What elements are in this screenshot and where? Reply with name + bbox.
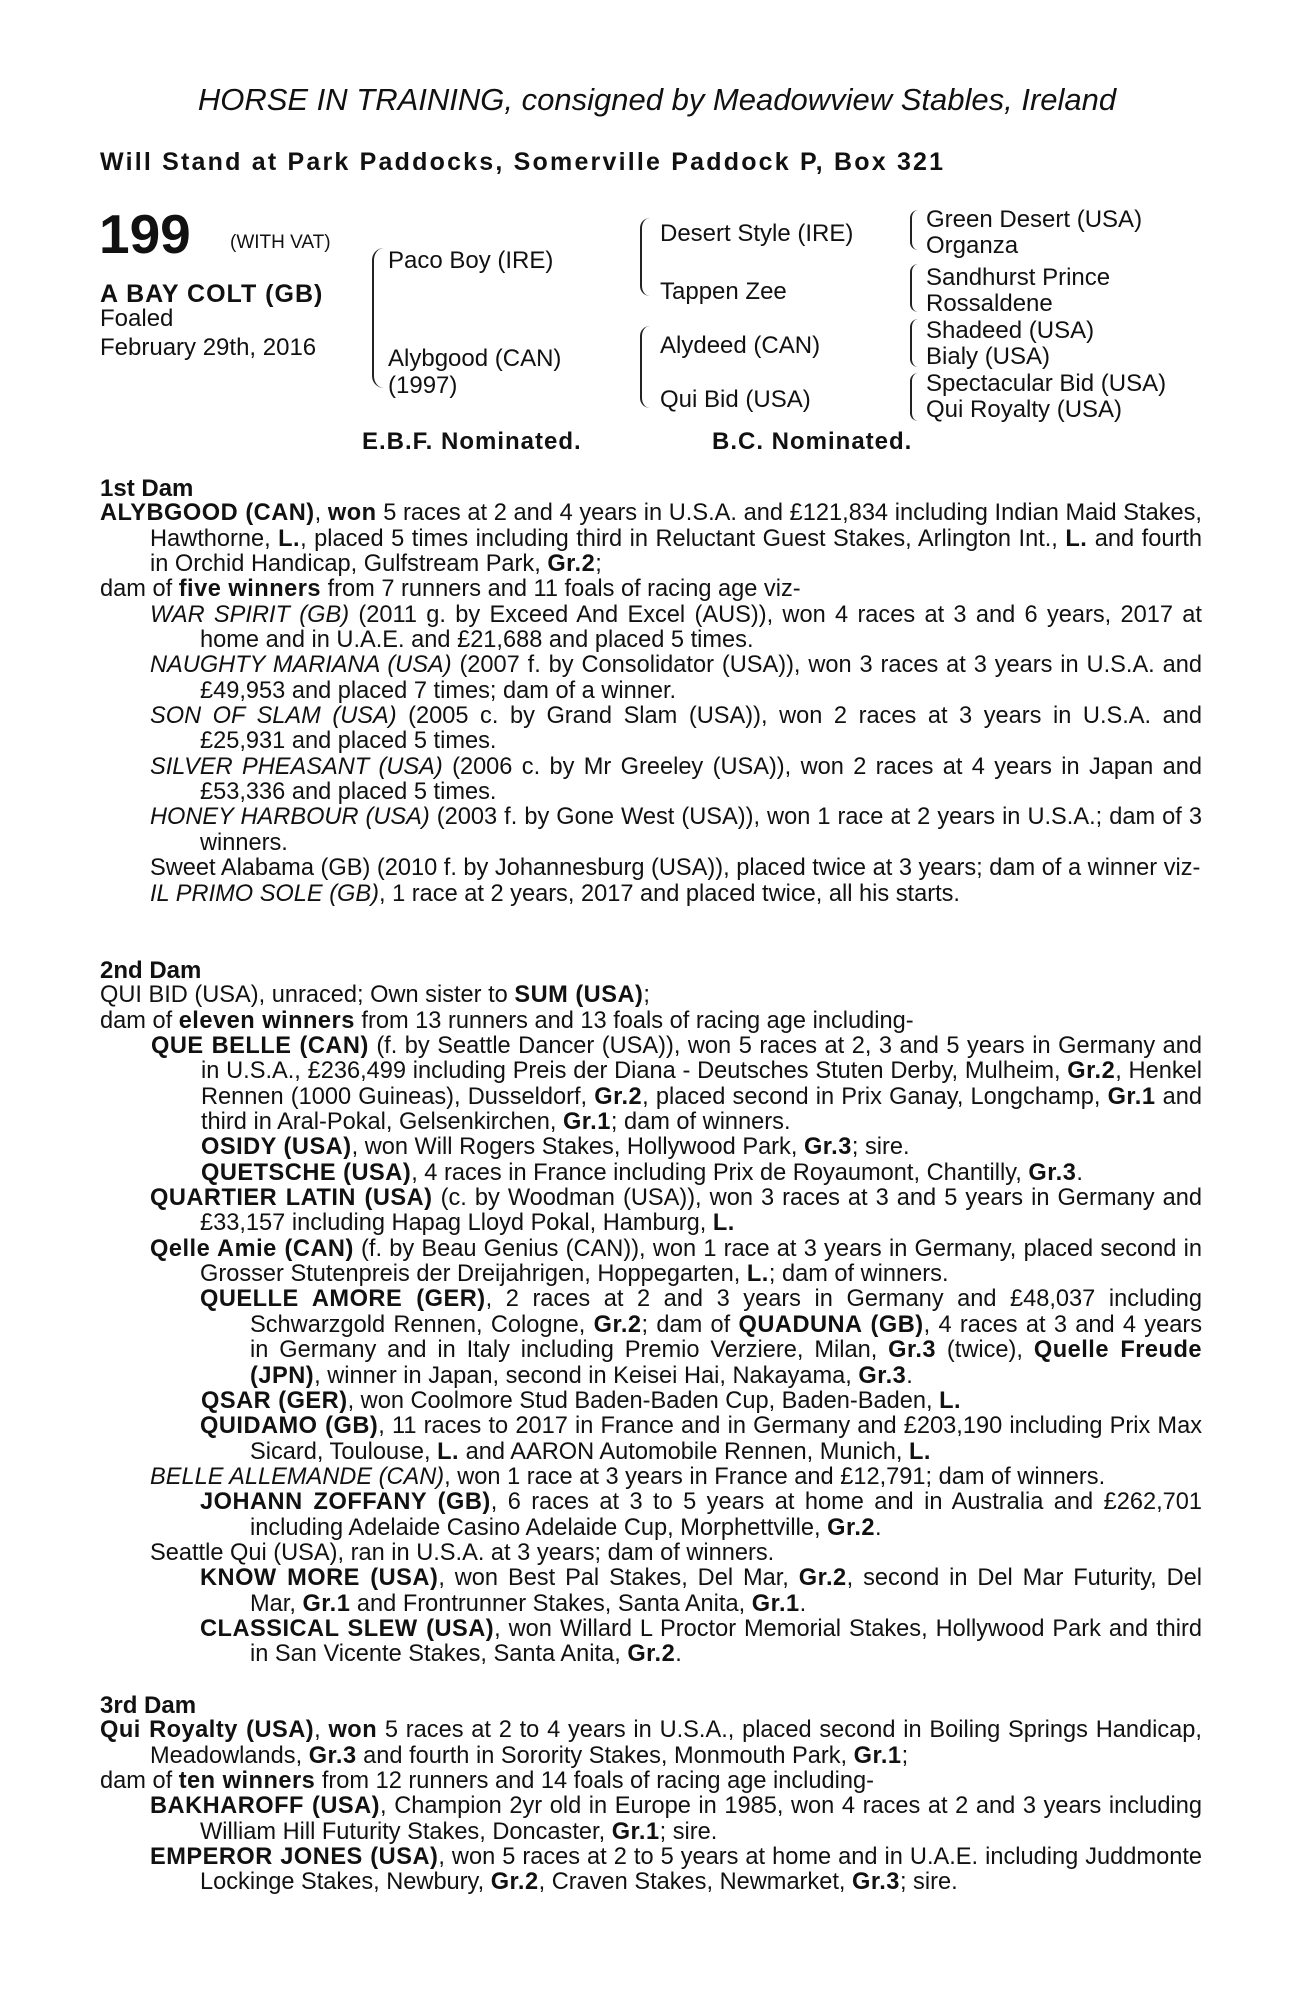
- third-dam-heading: 3rd Dam: [100, 1692, 197, 1719]
- g3-dss: Shadeed (USA): [926, 317, 1095, 344]
- produce-entry: IL PRIMO SOLE (GB), 1 race at 2 years, 2017 and placed twice, all his starts.: [150, 880, 960, 907]
- sire-name: Paco Boy (IRE): [388, 247, 554, 274]
- dam-dam: Qui Bid (USA): [660, 386, 811, 413]
- first-dam-record: ALYBGOOD (CAN), won 5 races at 2 and 4 years in U.S.A. and £121,834 including Indian Maid Stakes, Hawthorne, L., placed 5 times including third in Reluctant Guest Stakes, Arlington Int., L. and fourth in Orchid Handicap, Gulfstream Park, Gr.2;: [100, 500, 1202, 578]
- lot-number: 199: [99, 203, 191, 265]
- pedigree-brace-ss: [910, 210, 918, 250]
- g3-ssd: Organza: [926, 232, 1019, 259]
- pedigree-brace-sd: [910, 264, 918, 312]
- dam-name: Alybgood (CAN): [388, 345, 562, 372]
- ebf-nominated: E.B.F. Nominated.: [362, 428, 582, 455]
- produce-entry: QUIDAMO (GB), 11 races to 2017 in France and in Germany and £203,190 including Prix Max Sicard, Toulouse, L. and AARON Automobile Rennen, Munich, L.: [200, 1413, 1202, 1465]
- produce-entry: QUETSCHE (USA), 4 races in France including Prix de Royaumont, Chantilly, Gr.3.: [201, 1159, 1083, 1186]
- produce-entry: Qelle Amie (CAN) (f. by Beau Genius (CAN)), won 1 race at 3 years in Germany, placed second in Grosser Stutenpreis der Dreijahrigen, Hoppegarten, L.; dam of winners.: [150, 1235, 1202, 1288]
- produce-entry: BELLE ALLEMANDE (CAN), won 1 race at 3 years in France and £12,791; dam of winners.: [150, 1463, 1106, 1490]
- g3-dsd: Bialy (USA): [926, 343, 1051, 370]
- pedigree-brace-main: [372, 248, 384, 388]
- g3-ddd: Qui Royalty (USA): [926, 396, 1123, 423]
- pedigree-brace-sire: [640, 218, 650, 296]
- third-dam-record: Qui Royalty (USA), won 5 races at 2 to 4 years in U.S.A., placed second in Boiling Springs Handicap, Meadowlands, Gr.3 and fourth in Sorority Stakes, Monmouth Park, Gr.1;: [100, 1717, 1202, 1769]
- second-dam-heading: 2nd Dam: [100, 957, 202, 984]
- stand-location: Will Stand at Park Paddocks, Somerville Paddock P, Box 321: [100, 148, 946, 176]
- g3-sdd: Rossaldene: [926, 290, 1053, 317]
- produce-entry: WAR SPIRIT (GB) (2011 g. by Exceed And Excel (AUS)), won 4 races at 3 and 6 years, 2017 at home and in U.A.E. and £21,688 and placed 5 times.: [150, 601, 1202, 654]
- catalogue-header: HORSE IN TRAINING, consigned by Meadowview Stables, Ireland: [197, 82, 1117, 117]
- sire-dam: Tappen Zee: [660, 278, 787, 305]
- second-dam-produce-summary: dam of eleven winners from 13 runners and 13 foals of racing age including-: [100, 1007, 914, 1034]
- sire-sire: Desert Style (IRE): [660, 220, 854, 247]
- g3-sds: Sandhurst Prince: [926, 264, 1111, 291]
- first-dam-heading: 1st Dam: [100, 475, 194, 502]
- first-dam-produce-summary: dam of five winners from 7 runners and 11 foals of racing age viz-: [100, 576, 801, 603]
- foaled-label: Foaled: [100, 305, 174, 332]
- third-dam-produce-summary: dam of ten winners from 12 runners and 14 foals of racing age including-: [100, 1768, 875, 1795]
- first-dam-section: [100, 476, 1202, 907]
- produce-entry: Seattle Qui (USA), ran in U.S.A. at 3 years; dam of winners.: [150, 1539, 775, 1566]
- produce-entry: JOHANN ZOFFANY (GB), 6 races at 3 to 5 years at home and in Australia and £262,701 including Adelaide Casino Adelaide Cup, Morphettville, Gr.2.: [200, 1489, 1202, 1541]
- produce-entry: QSAR (GER), won Coolmore Stud Baden-Baden Cup, Baden-Baden, L.: [201, 1387, 962, 1414]
- produce-entry: Sweet Alabama (GB) (2010 f. by Johannesburg (USA)), placed twice at 3 years; dam of a winner viz-: [150, 855, 1201, 882]
- dam-year: (1997): [388, 372, 458, 399]
- pedigree-brace-dam: [640, 326, 650, 408]
- second-dam-record: QUI BID (USA), unraced; Own sister to SUM (USA);: [100, 982, 650, 1009]
- pedigree-brace-dd: [910, 373, 918, 421]
- produce-entry: SON OF SLAM (USA) (2005 c. by Grand Slam (USA)), won 2 races at 3 years in U.S.A. and £25,931 and placed 5 times.: [150, 703, 1203, 755]
- bc-nominated: B.C. Nominated.: [712, 428, 913, 455]
- produce-entry: OSIDY (USA), won Will Rogers Stakes, Hollywood Park, Gr.3; sire.: [201, 1134, 910, 1161]
- horse-description: A BAY COLT (GB): [100, 280, 324, 308]
- produce-entry: EMPEROR JONES (USA), won 5 races at 2 to 5 years at home and in U.A.E. including Juddmonte Lockinge Stakes, Newbury, Gr.2, Craven Stakes, Newmarket, Gr.3; sire.: [150, 1844, 1202, 1896]
- produce-entry: HONEY HARBOUR (USA) (2003 f. by Gone West (USA)), won 1 race at 2 years in U.S.A.; dam of 3 winners.: [150, 804, 1202, 856]
- produce-entry: QUARTIER LATIN (USA) (c. by Woodman (USA)), won 3 races at 3 and 5 years in Germany and £33,157 including Hapag Lloyd Pokal, Hamburg, L.: [150, 1185, 1202, 1237]
- g3-sss: Green Desert (USA): [926, 206, 1143, 233]
- produce-entry: SILVER PHEASANT (USA) (2006 c. by Mr Greeley (USA)), won 2 races at 4 years in Japan and £53,336 and placed 5 times.: [150, 753, 1202, 806]
- third-dam-section: [100, 1693, 1202, 1896]
- produce-entry: CLASSICAL SLEW (USA), won Willard L Proctor Memorial Stakes, Hollywood Park and third in San Vicente Stakes, Santa Anita, Gr.2.: [200, 1615, 1203, 1668]
- dam-sire: Alydeed (CAN): [660, 332, 821, 359]
- produce-entry: QUE BELLE (CAN) (f. by Seattle Dancer (USA)), won 5 races at 2, 3 and 5 years in Germany and in U.S.A., £236,499 including Preis der Diana - Deutsches Stuten Derby, Mulheim, Gr.2, Henkel Rennen (1000 Guineas), Dusseldorf, Gr.2, placed second in Prix Ganay, Longchamp, Gr.1 and third in Aral-Pokal, Gelsenkirchen, Gr.1; dam of winners.: [151, 1033, 1203, 1136]
- produce-entry: BAKHAROFF (USA), Champion 2yr old in Europe in 1985, won 4 races at 2 and 3 years including William Hill Futurity Stakes, Doncaster, Gr.1; sire.: [150, 1793, 1202, 1845]
- pedigree-brace-ds: [910, 319, 918, 367]
- second-dam-section: [100, 958, 1202, 1668]
- g3-dds: Spectacular Bid (USA): [926, 370, 1167, 397]
- produce-entry: NAUGHTY MARIANA (USA) (2007 f. by Consolidator (USA)), won 3 races at 3 years in U.S.A. and £49,953 and placed 7 times; dam of a winner.: [150, 652, 1202, 704]
- foaled-date: February 29th, 2016: [100, 334, 317, 361]
- produce-entry: KNOW MORE (USA), won Best Pal Stakes, Del Mar, Gr.2, second in Del Mar Futurity, Del Mar, Gr.1 and Frontrunner Stakes, Santa Anita, Gr.1.: [200, 1565, 1202, 1617]
- vat-note: (WITH VAT): [230, 232, 331, 253]
- produce-entry: QUELLE AMORE (GER), 2 races at 2 and 3 years in Germany and £48,037 including Schwarzgold Rennen, Cologne, Gr.2; dam of QUADUNA (GB), 4 races at 3 and 4 years in Germany and in Italy including Premio Verziere, Milan, Gr.3 (twice), Quelle Freude (JPN), winner in Japan, second in Keisei Hai, Nakayama, Gr.3.: [200, 1286, 1202, 1389]
